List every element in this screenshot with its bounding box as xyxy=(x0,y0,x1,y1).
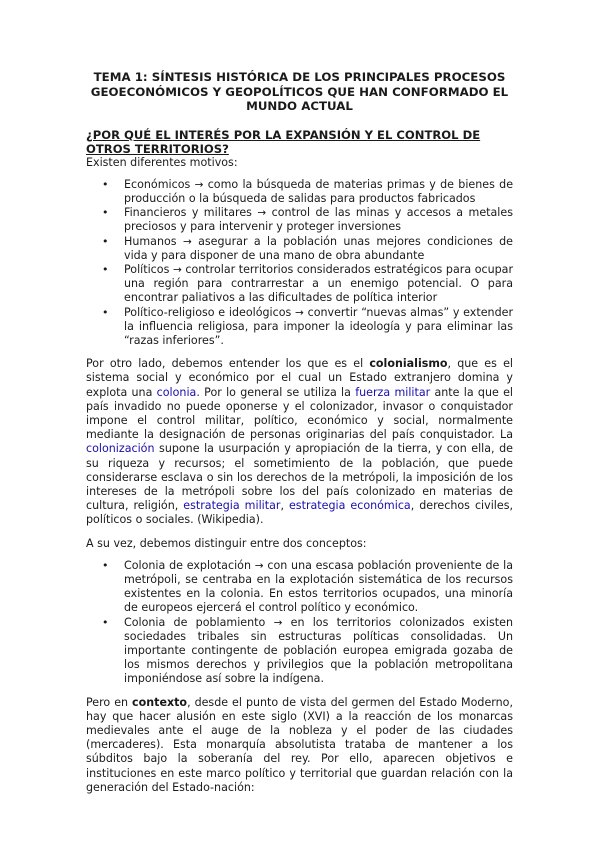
text-run: ante la que el país invadido no puede oponerse y el colonizador, invasor o conquistador impone el control militar, político, económico y social, normalmente mediante la designación de personas originarias del país conquistador. La xyxy=(86,385,513,442)
link-colonizacion[interactable]: colonización xyxy=(86,442,155,456)
motive-head: Humanos xyxy=(124,234,177,248)
arrow-icon: → xyxy=(172,263,182,276)
arrow-icon: → xyxy=(182,235,192,248)
text-run: , desde el punto de vista del germen del Estado Moderno, hay que hacer alusión en este siglo (XVI) a la reacción de los monarcas medievales ante el auge de la nobleza y el poder de las ciudades (mercaderes). Esta monarquía absolutista trataba de mantener a los súbditos bajo la soberanía del rey. Por ello, aparecen objetivos e instituciones en este marco político y territorial que guardan relación con la generación del Estado-nación: xyxy=(86,695,513,794)
motive-head: Político-religioso e ideológicos xyxy=(124,305,292,319)
link-estrategia-economica[interactable]: estrategia económica xyxy=(288,499,411,513)
motive-text: convertir “nuevas almas” y extender la influencia religiosa, para imponer la ideología y para eliminar las “razas inferiores”. xyxy=(124,305,514,347)
text-run: Pero en xyxy=(86,695,133,709)
text-run: , que es el sistema social y económico por el cual un Estado extranjero domina y explota una xyxy=(86,357,513,399)
arrow-icon: → xyxy=(257,207,267,220)
motive-head: Políticos xyxy=(124,262,170,276)
colonialism-term: colonialismo xyxy=(369,357,448,371)
motive-text: como la búsqueda de materias primas y de bienes de producción o la búsqueda de salidas para productos fabricados xyxy=(124,177,514,205)
motives-list xyxy=(86,178,513,348)
colonialism-paragraph xyxy=(86,357,513,527)
list-item xyxy=(102,262,514,306)
arrow-icon: → xyxy=(295,306,304,319)
bullet-icon: • xyxy=(102,206,109,220)
list-item xyxy=(102,234,513,263)
bullet-icon: • xyxy=(102,615,109,629)
context-paragraph xyxy=(86,696,513,795)
section-question: ¿POR QUÉ EL INTERÉS POR LA EXPANSIÓN Y EL CONTROL DE OTROS TERRITORIOS? xyxy=(86,127,481,156)
bullet-icon: • xyxy=(102,558,109,572)
distinguish-text: A su vez, debemos distinguir entre dos conceptos: xyxy=(86,536,367,550)
arrow-icon: → xyxy=(254,559,264,572)
link-colonia[interactable]: colonia xyxy=(156,385,197,399)
concept-text: con una escasa población proveniente de la metrópoli, se centraba en la explotación sistemática de los recursos existentes en la colonia. En estos territorios ocupados, una minoría de europeos ejercerá el control político y económico. xyxy=(124,558,514,615)
text-run: . Por lo general se utiliza la xyxy=(196,385,356,399)
list-item xyxy=(102,615,513,687)
motive-text: controlar territorios considerados estratégicos para ocupar una región para contrarrestar a un enemigo potencial. O para encontrar paliativos a las dificultades de política interior xyxy=(124,262,514,305)
concept-head: Colonia de explotación xyxy=(124,558,251,572)
bullet-icon: • xyxy=(102,177,109,191)
text-run: Por otro lado, debemos entender los que es el xyxy=(86,357,370,371)
text-run: , xyxy=(280,499,289,513)
link-estrategia-militar[interactable]: estrategia militar xyxy=(183,499,281,513)
bullet-icon: • xyxy=(102,305,109,319)
document-title: TEMA 1: SÍNTESIS HISTÓRICA DE LOS PRINCIPALES PROCESOS GEOECONÓMICOS Y GEOPOLÍTICOS QUE HAN CONFORMADO EL MUNDO ACTUAL xyxy=(90,70,509,113)
list-item xyxy=(102,206,513,234)
link-fuerza-militar[interactable]: fuerza militar xyxy=(355,385,431,399)
context-term: contexto xyxy=(132,695,188,709)
list-item xyxy=(102,558,514,616)
motive-text: asegurar a la población unas mejores condiciones de vida y para disponer de una mano de obra abundante xyxy=(124,234,513,262)
intro-text: Existen diferentes motivos: xyxy=(86,155,238,169)
text-run: , derechos civiles, políticos o sociales. (Wikipedia). xyxy=(86,499,513,527)
arrow-icon: → xyxy=(273,616,283,629)
list-item xyxy=(102,177,514,206)
concept-head: Colonia de poblamiento xyxy=(124,615,266,629)
motive-text: control de las minas y accesos a metales preciosos y para intervenir y proteger inversiones xyxy=(124,206,513,234)
motive-head: Económicos xyxy=(124,177,191,191)
list-item xyxy=(102,305,514,349)
concept-text: en los territorios colonizados existen sociedades tribales sin estructuras políticas consolidadas. Un importante contingente de población europea emigrada gozaba de los mismos derechos y privilegios que la población metropolitana imponiéndose así sobre la indígena. xyxy=(124,615,513,686)
bullet-icon: • xyxy=(102,262,109,276)
concepts-list xyxy=(86,559,513,687)
bullet-icon: • xyxy=(102,234,109,248)
text-run: supone la usurpación y apropiación de la tierra, y con ella, de su riqueza y recursos; el sometimiento de la población, que puede considerarse esclava o sin los derechos de la metrópoli, la imposición de los intereses de la metrópoli sobre los del país colonizado en materias de cultura, religión, xyxy=(86,442,513,513)
arrow-icon: → xyxy=(194,178,204,191)
motive-head: Financieros y militares xyxy=(124,206,252,220)
